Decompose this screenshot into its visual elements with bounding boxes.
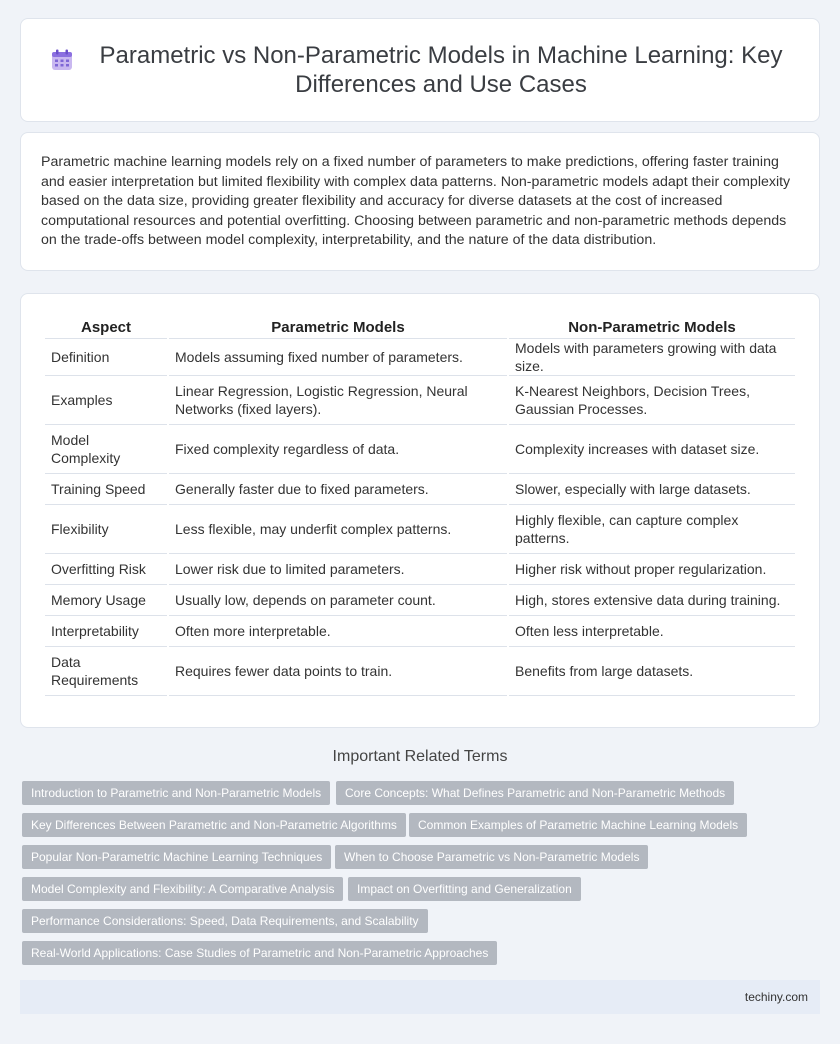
table-row bbox=[45, 647, 795, 696]
aspect-cell: Memory Usage bbox=[45, 585, 167, 616]
aspect-cell: Examples bbox=[45, 376, 167, 425]
non-parametric-cell: Slower, especially with large datasets. bbox=[509, 474, 795, 505]
table-row bbox=[45, 339, 795, 376]
non-parametric-cell: K-Nearest Neighbors, Decision Trees, Gaussian Processes. bbox=[509, 376, 795, 425]
calendar-icon bbox=[51, 49, 73, 71]
non-parametric-cell: Complexity increases with dataset size. bbox=[509, 425, 795, 474]
aspect-cell: Training Speed bbox=[45, 474, 167, 505]
parametric-cell: Often more interpretable. bbox=[169, 616, 507, 647]
related-term-tag[interactable]: Real-World Applications: Case Studies of Parametric and Non-Parametric Approaches bbox=[22, 941, 497, 965]
intro-card bbox=[20, 132, 820, 271]
table-row bbox=[45, 554, 795, 585]
header-aspect: Aspect bbox=[45, 314, 167, 339]
non-parametric-cell: Models with parameters growing with data size. bbox=[509, 339, 795, 376]
related-term-tag[interactable]: Introduction to Parametric and Non-Parametric Models bbox=[22, 781, 330, 805]
aspect-cell: Flexibility bbox=[45, 505, 167, 554]
comparison-table bbox=[43, 314, 797, 696]
parametric-cell: Usually low, depends on parameter count. bbox=[169, 585, 507, 616]
aspect-cell: Model Complexity bbox=[45, 425, 167, 474]
related-term-tag[interactable]: Key Differences Between Parametric and Non-Parametric Algorithms bbox=[22, 813, 406, 837]
aspect-cell: Definition bbox=[45, 339, 167, 376]
table-row bbox=[45, 616, 795, 647]
parametric-cell: Fixed complexity regardless of data. bbox=[169, 425, 507, 474]
title-wrap bbox=[51, 41, 789, 99]
comparison-table-card bbox=[20, 293, 820, 728]
related-term-tag[interactable]: Core Concepts: What Defines Parametric and Non-Parametric Methods bbox=[336, 781, 734, 805]
non-parametric-cell: Benefits from large datasets. bbox=[509, 647, 795, 696]
table-header-row bbox=[45, 314, 795, 339]
header-parametric: Parametric Models bbox=[169, 314, 507, 339]
non-parametric-cell: High, stores extensive data during training. bbox=[509, 585, 795, 616]
related-terms-heading: Important Related Terms bbox=[332, 748, 508, 765]
footer-site-label: techiny.com bbox=[744, 990, 808, 1004]
intro-paragraph: Parametric machine learning models rely on a fixed number of parameters to make predictions, offering faster training and easier interpretation but limited flexibility with complex data patterns. Non-parametric models adapt their complexity based on the data size, providing greater flexibility and accuracy for diverse datasets at the cost of increased computational resources and potential overfitting. Choosing between parametric and non-parametric methods depends on the trade-offs between model complexity, interpretability, and the nature of the data distribution. bbox=[41, 154, 791, 248]
table-row bbox=[45, 505, 795, 554]
table-row bbox=[45, 585, 795, 616]
title-card bbox=[20, 18, 820, 122]
related-term-tag[interactable]: Performance Considerations: Speed, Data Requirements, and Scalability bbox=[22, 909, 428, 933]
table-row bbox=[45, 474, 795, 505]
parametric-cell: Generally faster due to fixed parameters. bbox=[169, 474, 507, 505]
parametric-cell: Requires fewer data points to train. bbox=[169, 647, 507, 696]
parametric-cell: Less flexible, may underfit complex patterns. bbox=[169, 505, 507, 554]
related-term-tag[interactable]: Common Examples of Parametric Machine Learning Models bbox=[409, 813, 747, 837]
page-title: Parametric vs Non-Parametric Models in Machine Learning: Key Differences and Use Cases bbox=[99, 42, 783, 98]
non-parametric-cell: Higher risk without proper regularization. bbox=[509, 554, 795, 585]
related-term-tag[interactable]: Model Complexity and Flexibility: A Comparative Analysis bbox=[22, 877, 343, 901]
related-term-tag[interactable]: Popular Non-Parametric Machine Learning Techniques bbox=[22, 845, 331, 869]
parametric-cell: Linear Regression, Logistic Regression, Neural Networks (fixed layers). bbox=[169, 376, 507, 425]
aspect-cell: Data Requirements bbox=[45, 647, 167, 696]
parametric-cell: Models assuming fixed number of parameters. bbox=[169, 339, 507, 376]
aspect-cell: Overfitting Risk bbox=[45, 554, 167, 585]
non-parametric-cell: Often less interpretable. bbox=[509, 616, 795, 647]
parametric-cell: Lower risk due to limited parameters. bbox=[169, 554, 507, 585]
footer bbox=[20, 980, 820, 1014]
non-parametric-cell: Highly flexible, can capture complex patterns. bbox=[509, 505, 795, 554]
aspect-cell: Interpretability bbox=[45, 616, 167, 647]
table-row bbox=[45, 376, 795, 425]
header-non-parametric: Non-Parametric Models bbox=[509, 314, 795, 339]
related-term-tag[interactable]: When to Choose Parametric vs Non-Parametric Models bbox=[335, 845, 648, 869]
related-term-tag[interactable]: Impact on Overfitting and Generalization bbox=[348, 877, 581, 901]
table-row bbox=[45, 425, 795, 474]
